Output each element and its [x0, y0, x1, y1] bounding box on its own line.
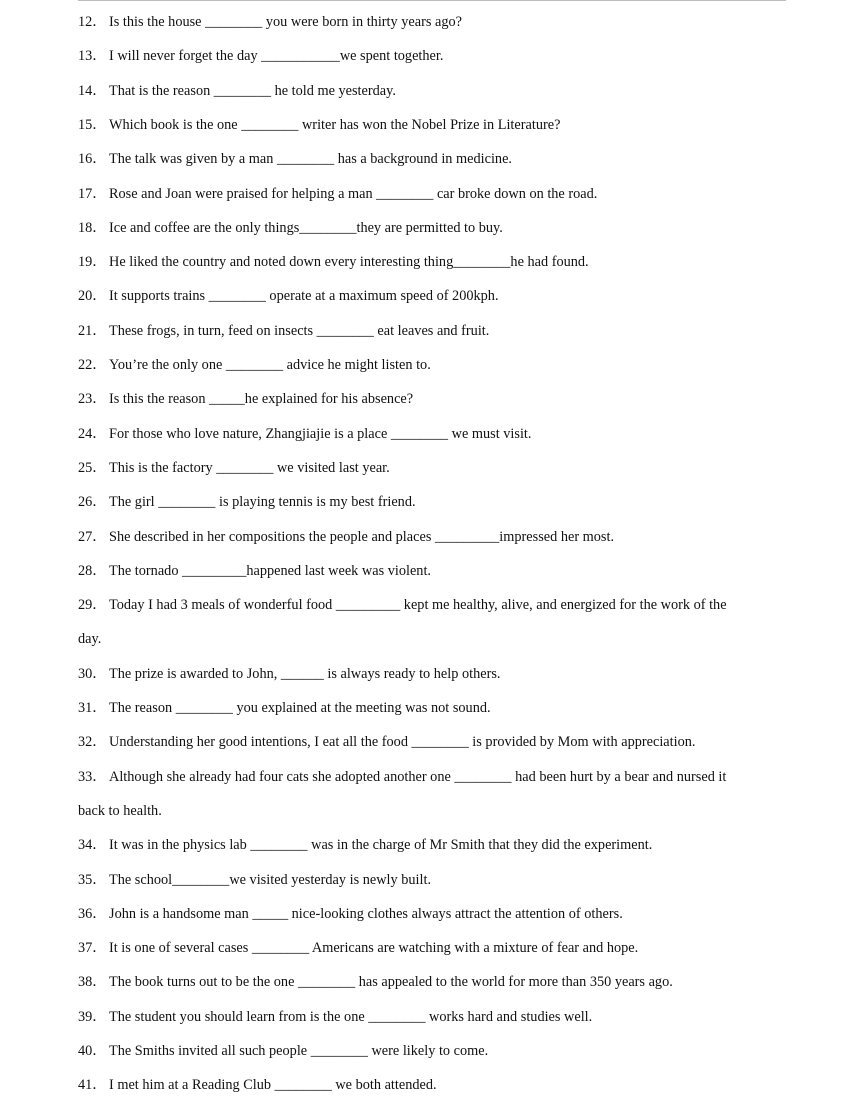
question-item: [78, 595, 788, 615]
question-number: 15．: [78, 116, 107, 133]
question-text: For those who love nature, Zhangjiajie is a place ________ we must visit.: [109, 425, 532, 442]
question-text: The book turns out to be the one ________ has appealed to the world for more than 350 years ago.: [109, 974, 673, 991]
question-number: 14．: [78, 82, 107, 99]
question-number: 30．: [78, 665, 107, 682]
question-number: 21．: [78, 322, 107, 339]
question-item: [78, 12, 788, 32]
question-number: 35．: [78, 871, 107, 888]
question-item: [78, 1041, 788, 1061]
question-item: [78, 664, 788, 684]
question-item: [78, 870, 788, 890]
question-number: 23．: [78, 391, 107, 408]
question-text: Rose and Joan were praised for helping a man ________ car broke down on the road.: [109, 185, 598, 202]
question-number: 16．: [78, 151, 107, 168]
question-text: Is this the reason _____he explained for his absence?: [109, 391, 414, 408]
question-item: [78, 424, 788, 444]
question-number: 20．: [78, 288, 107, 305]
question-text: I met him at a Reading Club ________ we both attended.: [109, 1077, 437, 1094]
question-item: [78, 252, 788, 272]
question-item: [78, 149, 788, 169]
question-text: These frogs, in turn, feed on insects ________ eat leaves and fruit.: [109, 322, 490, 339]
question-item: [78, 218, 788, 238]
question-text: The Smiths invited all such people ________ were likely to come.: [109, 1043, 489, 1059]
question-text: The tornado _________happened last week was violent.: [109, 562, 431, 579]
question-text: It supports trains ________ operate at a maximum speed of 200kph.: [109, 288, 499, 305]
question-text: Is this the house ________ you were born in thirty years ago?: [109, 14, 462, 30]
question-number: 29．: [78, 597, 107, 614]
question-item: [78, 458, 788, 478]
question-text: Which book is the one ________ writer has won the Nobel Prize in Literature?: [109, 116, 561, 133]
question-item: [78, 81, 788, 101]
question-number: 19．: [78, 254, 107, 271]
question-item: [78, 904, 788, 924]
question-text: Although she already had four cats she adopted another one ________ had been hurt by a bear and nursed it: [109, 768, 727, 785]
question-item: [78, 1007, 788, 1027]
question-continuation: back to health.: [78, 802, 162, 819]
question-number: 33．: [78, 768, 107, 785]
question-continuation: day.: [78, 631, 102, 648]
question-text: Ice and coffee are the only things________they are permitted to buy.: [109, 219, 503, 236]
question-number: 24．: [78, 425, 107, 442]
question-number: 39．: [78, 1008, 107, 1025]
question-text: The student you should learn from is the one ________ works hard and studies well.: [109, 1008, 593, 1025]
question-text: Understanding her good intentions, I eat all the food ________ is provided by Mom with appreciation.: [109, 734, 696, 751]
question-item: [78, 184, 788, 204]
question-text: John is a handsome man _____ nice-looking clothes always attract the attention of others.: [109, 905, 623, 922]
question-item: [78, 115, 788, 135]
question-number: 41．: [78, 1077, 107, 1094]
question-item: [78, 938, 788, 958]
question-item: [78, 355, 788, 375]
question-item: [78, 527, 788, 547]
question-item: [78, 972, 788, 992]
question-item: [78, 321, 788, 341]
question-text: I will never forget the day ___________we spent together.: [109, 48, 444, 65]
question-text: It was in the physics lab ________ was in the charge of Mr Smith that they did the experiment.: [109, 837, 653, 854]
question-item: [78, 561, 788, 581]
question-number: 34．: [78, 837, 107, 854]
question-number: 38．: [78, 974, 107, 991]
question-number: 32．: [78, 734, 107, 751]
question-text: He liked the country and noted down every interesting thing________he had found.: [109, 254, 589, 271]
question-item: [78, 835, 788, 855]
question-text: The school________we visited yesterday is newly built.: [109, 871, 432, 888]
question-number: 13．: [78, 48, 107, 65]
question-item: [78, 492, 788, 512]
question-number: 37．: [78, 940, 107, 957]
question-item: [78, 732, 788, 752]
question-number: 22．: [78, 357, 107, 373]
question-text: You’re the only one ________ advice he might listen to.: [109, 357, 431, 373]
question-item: [78, 1075, 788, 1095]
question-text: She described in her compositions the people and places _________impressed her most.: [109, 528, 615, 545]
question-number: 40．: [78, 1043, 107, 1059]
question-text: That is the reason ________ he told me yesterday.: [109, 82, 396, 99]
question-text: It is one of several cases ________ Americans are watching with a mixture of fear and hope.: [109, 940, 639, 957]
question-text: Today I had 3 meals of wonderful food _________ kept me healthy, alive, and energized for the work of the: [109, 597, 727, 614]
question-number: 18．: [78, 219, 107, 236]
question-item: [78, 767, 788, 787]
question-text: The reason ________ you explained at the meeting was not sound.: [109, 700, 491, 716]
question-number: 17．: [78, 185, 107, 202]
question-item: [78, 46, 788, 66]
question-number: 27．: [78, 528, 107, 545]
question-item: [78, 286, 788, 306]
question-text: This is the factory ________ we visited last year.: [109, 459, 390, 476]
question-number: 12．: [78, 14, 107, 30]
question-text: The talk was given by a man ________ has a background in medicine.: [109, 151, 512, 168]
question-number: 26．: [78, 494, 107, 511]
top-rule: [78, 0, 786, 1]
question-text: The prize is awarded to John, ______ is always ready to help others.: [109, 665, 501, 682]
question-number: 25．: [78, 459, 107, 476]
question-number: 31．: [78, 700, 107, 716]
question-number: 36．: [78, 905, 107, 922]
question-text: The girl ________ is playing tennis is my best friend.: [109, 494, 416, 511]
question-item: [78, 698, 788, 718]
question-number: 28．: [78, 562, 107, 579]
question-item: [78, 389, 788, 409]
